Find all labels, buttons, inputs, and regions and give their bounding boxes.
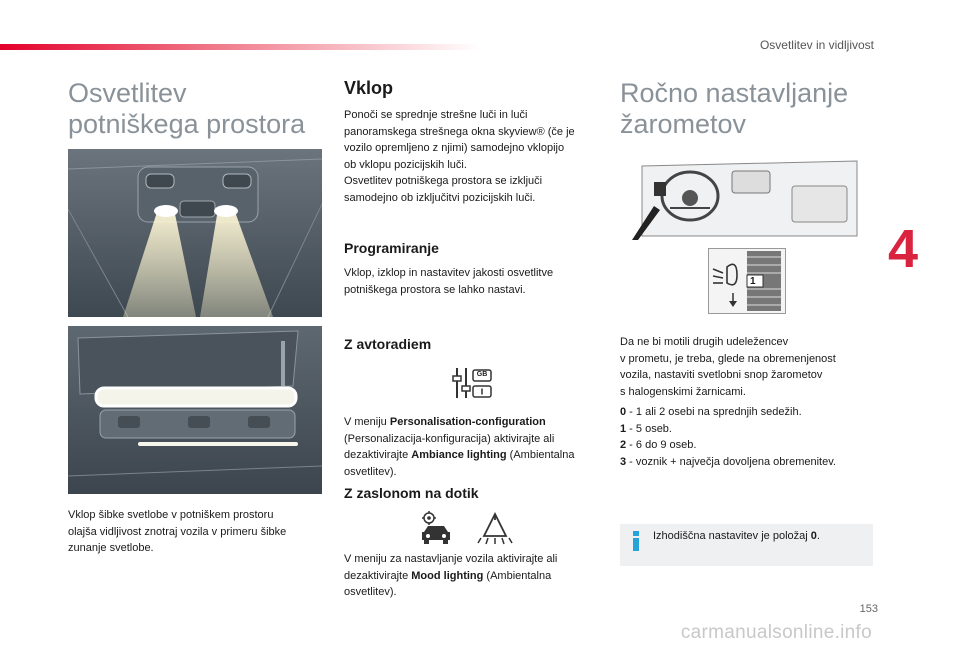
zaslon-heading: Z zaslonom na dotik bbox=[344, 485, 479, 501]
ceiling-light-photo bbox=[68, 149, 322, 317]
position-item: 1 - 5 oseb. bbox=[620, 422, 672, 435]
left-title: Osvetlitev potniškega prostora bbox=[68, 78, 306, 139]
header-accent-line bbox=[0, 44, 480, 50]
dial-position-label: 1 bbox=[750, 276, 756, 287]
vklop-heading: Vklop bbox=[344, 78, 394, 98]
headlamp-intro: Da ne bi motili drugih udeležencev v prometu, je treba, glede na obremenjenost vozila, nastaviti svetlobni snop žarometov s halogenskimi žarnicami. bbox=[620, 336, 836, 398]
vklop-text: Ponoči se sprednje strešne luči in luči panoramskega strešnega okna skyview® (če je vozilo opremljeno z njimi) samodejno vklopijo ob vklopu pozicijskih luči. Osvetlitev potniškega prostora se izključi samodejno ob izključitvi pozicijskih luči. bbox=[344, 109, 575, 204]
position-item: 3 - voznik + največja dovoljena obremenitev. bbox=[620, 455, 836, 468]
dashboard-illustration bbox=[632, 156, 862, 240]
avtoradio-heading: Z avtoradiem bbox=[344, 336, 432, 352]
info-icon bbox=[627, 530, 645, 552]
zaslon-text: V meniju za nastavljanje vozila aktivirajte ali dezaktivirajte Mood lighting (Ambientalna osvetlitev). bbox=[344, 553, 558, 598]
panoramic-roof-photo bbox=[68, 326, 322, 494]
headlamp-adjust-dial bbox=[708, 248, 786, 314]
position-item: 0 - 1 ali 2 osebi na sprednjih sedežih. bbox=[620, 406, 802, 418]
page-number: 153 bbox=[859, 603, 878, 615]
watermark: carmanualsonline.info bbox=[680, 622, 872, 643]
ambient-light-icon bbox=[476, 510, 514, 546]
car-settings-icon bbox=[418, 510, 454, 546]
ceiling-light-illustration bbox=[68, 149, 322, 317]
gb-badge: GB bbox=[476, 371, 488, 378]
radio-settings-icon bbox=[452, 364, 494, 402]
right-title: Ročno nastavljanje žarometov bbox=[620, 78, 849, 139]
left-caption: Vklop šibke svetlobe v potniškem prostoru olajša vidljivost znotraj vozila v primeru šibke zunanje svetlobe. bbox=[68, 509, 287, 554]
chapter-number: 4 bbox=[888, 219, 919, 279]
programiranje-heading: Programiranje bbox=[344, 240, 439, 256]
programiranje-text: Vklop, izklop in nastavitev jakosti osvetlitve potniškega prostora se lahko nastavi. bbox=[344, 267, 554, 296]
position-item: 2 - 6 do 9 oseb. bbox=[620, 439, 697, 451]
avtoradio-text: V meniju Personalisation-configuration (Personalizacija-konfiguracija) aktivirajte ali dezaktivirajte Ambiance lighting (Ambientalna osvetlitev). bbox=[344, 416, 575, 478]
position-list bbox=[620, 404, 882, 470]
section-title: Osvetlitev in vidljivost bbox=[759, 38, 874, 52]
panoramic-roof-illustration bbox=[68, 326, 322, 494]
info-text: Izhodiščna nastavitev je položaj 0. bbox=[653, 530, 820, 542]
